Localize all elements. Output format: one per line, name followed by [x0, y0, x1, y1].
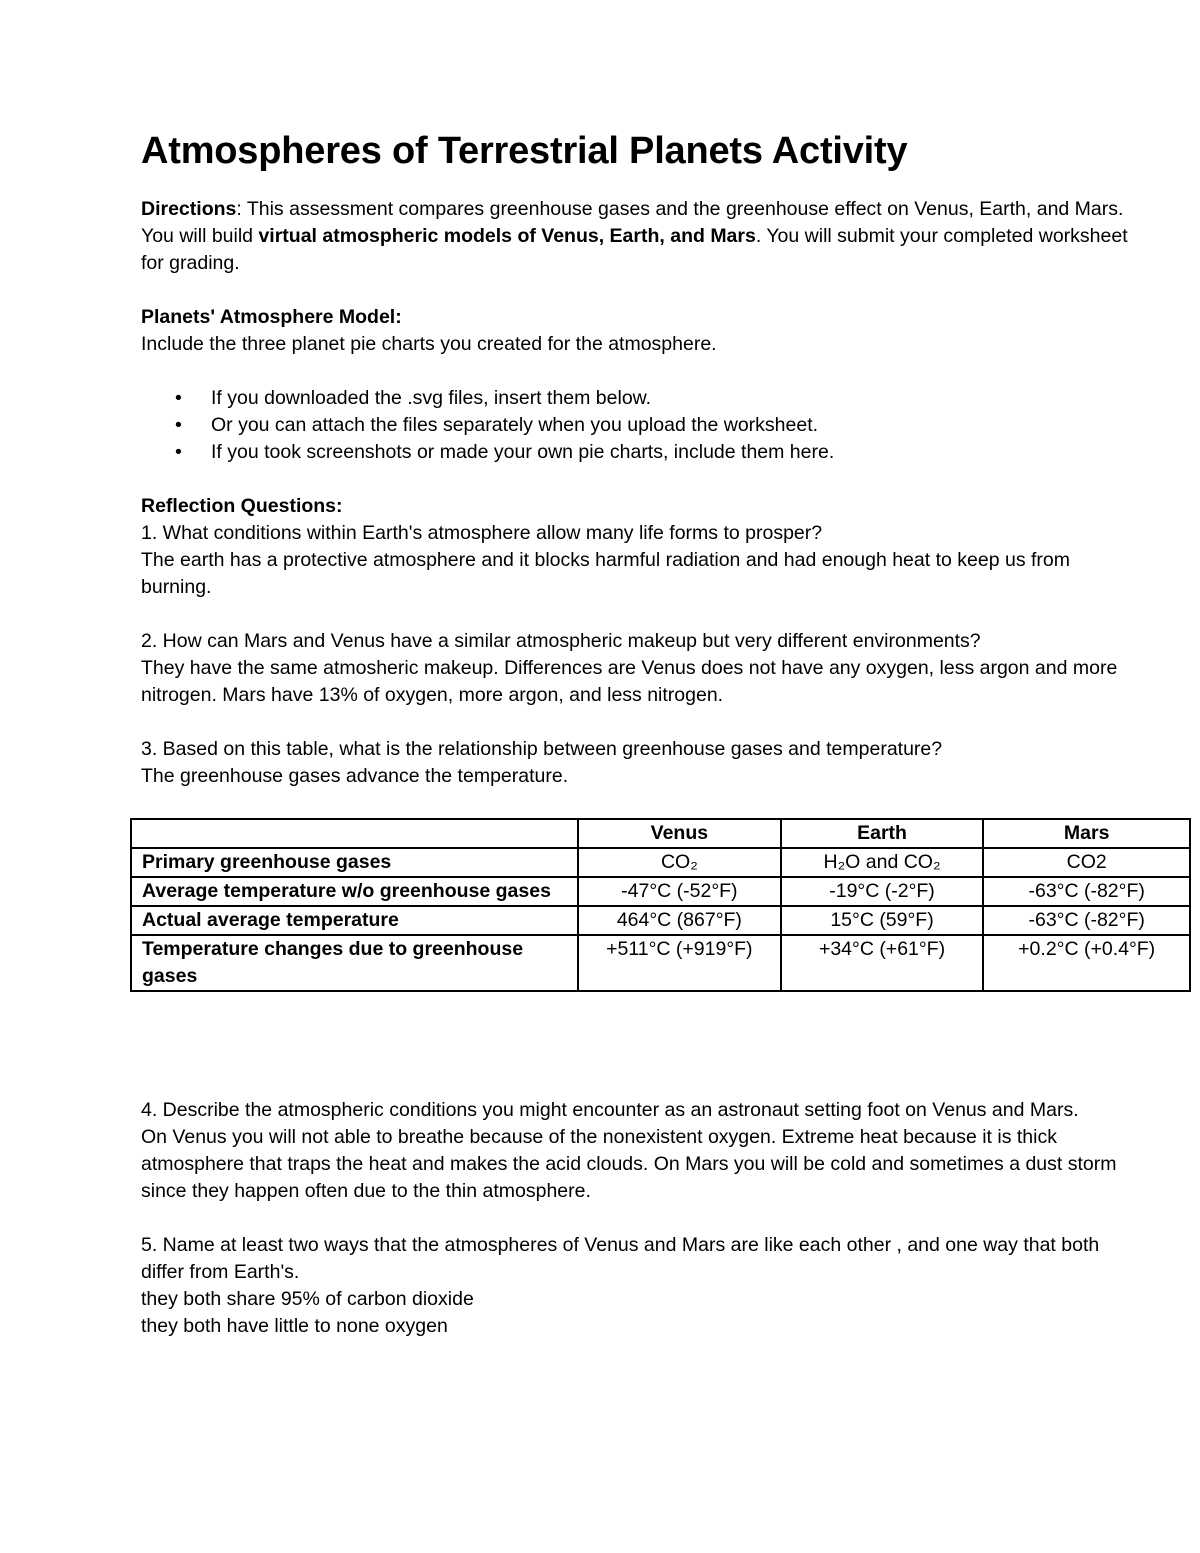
directions-paragraph [141, 196, 1141, 277]
bullet-text: If you took screenshots or made your own pie charts, include them here. [211, 441, 835, 463]
row-label: Temperature changes due to greenhouse gases [131, 935, 578, 991]
bullet-glyph: • [175, 414, 182, 436]
question-5: 5. Name at least two ways that the atmospheres of Venus and Mars are like each other , and one way that both differ from Earth's. [141, 1234, 1100, 1283]
question-1: 1. What conditions within Earth's atmosphere allow many life forms to prosper? [141, 522, 823, 544]
table-header-cell: Venus [578, 819, 781, 848]
table-cell: +34°C (+61°F) [781, 935, 984, 991]
answer-5-line-1: they both share 95% of carbon dioxide [141, 1288, 474, 1310]
table-cell: -63°C (-82°F) [983, 906, 1190, 935]
table-cell: 15°C (59°F) [781, 906, 984, 935]
table-header-cell: Earth [781, 819, 984, 848]
row-label: Actual average temperature [131, 906, 578, 935]
table-cell: CO₂ [578, 848, 781, 877]
reflection-heading [141, 493, 1141, 520]
table-cell: -19°C (-2°F) [781, 877, 984, 906]
directions-text-1: : This assessment compares greenhouse gases and the greenhouse effect on Venus, Earth, and Mars. You will build [141, 198, 1124, 247]
list-item [141, 412, 1141, 439]
table-header-cell: Mars [983, 819, 1190, 848]
model-heading-text: Planets' Atmosphere Model: [141, 306, 402, 328]
table-cell: +511°C (+919°F) [578, 935, 781, 991]
answer-2: They have the same atmosheric makeup. Differences are Venus does not have any oxygen, less argon and more nitrogen. Mars have 13% of oxygen, more argon, and less nitrogen. [141, 657, 1118, 706]
table-row [131, 877, 1190, 906]
row-label: Primary greenhouse gases [131, 848, 578, 877]
model-intro: Include the three planet pie charts you created for the atmosphere. [141, 333, 717, 355]
row-label: Average temperature w/o greenhouse gases [131, 877, 578, 906]
page-title: Atmospheres of Terrestrial Planets Activity [141, 130, 908, 172]
table-cell: +0.2°C (+0.4°F) [983, 935, 1190, 991]
question-3: 3. Based on this table, what is the relationship between greenhouse gases and temperature? [141, 738, 943, 760]
list-item [141, 439, 1141, 466]
list-item [141, 385, 1141, 412]
question-2: 2. How can Mars and Venus have a similar atmospheric makeup but very different environments? [141, 630, 981, 652]
worksheet-upper [141, 126, 1141, 790]
bullet-glyph: • [175, 441, 182, 463]
answer-4: On Venus you will not able to breathe because of the nonexistent oxygen. Extreme heat because it is thick atmosphere that traps the heat and makes the acid clouds. On Mars you will be cold and sometimes a dust storm since they happen often due to the thin atmosphere. [141, 1126, 1117, 1202]
answer-5-line-2: they both have little to none oxygen [141, 1315, 448, 1337]
bullet-glyph: • [175, 387, 182, 409]
answer-1: The earth has a protective atmosphere and it blocks harmful radiation and had enough heat to keep us from burning. [141, 549, 1070, 598]
question-4: 4. Describe the atmospheric conditions you might encounter as an astronaut setting foot on Venus and Mars. [141, 1099, 1079, 1121]
bullet-text: Or you can attach the files separately when you upload the worksheet. [211, 414, 819, 436]
bullet-text: If you downloaded the .svg files, insert them below. [211, 387, 652, 409]
table-cell: H₂O and CO₂ [781, 848, 984, 877]
reflection-heading-text: Reflection Questions: [141, 495, 343, 517]
table-cell: 464°C (867°F) [578, 906, 781, 935]
model-heading [141, 304, 1141, 331]
directions-bold-text: virtual atmospheric models of Venus, Earth, and Mars [258, 225, 756, 247]
worksheet-lower [141, 1097, 1141, 1340]
table-cell: -47°C (-52°F) [578, 877, 781, 906]
directions-label: Directions [141, 198, 237, 220]
table-row [131, 906, 1190, 935]
model-bullet-list [141, 385, 1141, 466]
table-cell: CO2 [983, 848, 1190, 877]
directions-text-2: . You will submit your completed worksheet for grading. [141, 225, 1128, 274]
table-row [131, 848, 1190, 877]
table-header-row [131, 819, 1190, 848]
answer-3: The greenhouse gases advance the temperature. [141, 765, 569, 787]
table-cell: -63°C (-82°F) [983, 877, 1190, 906]
table-header-cell [131, 819, 578, 848]
greenhouse-table [130, 818, 1191, 992]
table-row [131, 935, 1190, 991]
